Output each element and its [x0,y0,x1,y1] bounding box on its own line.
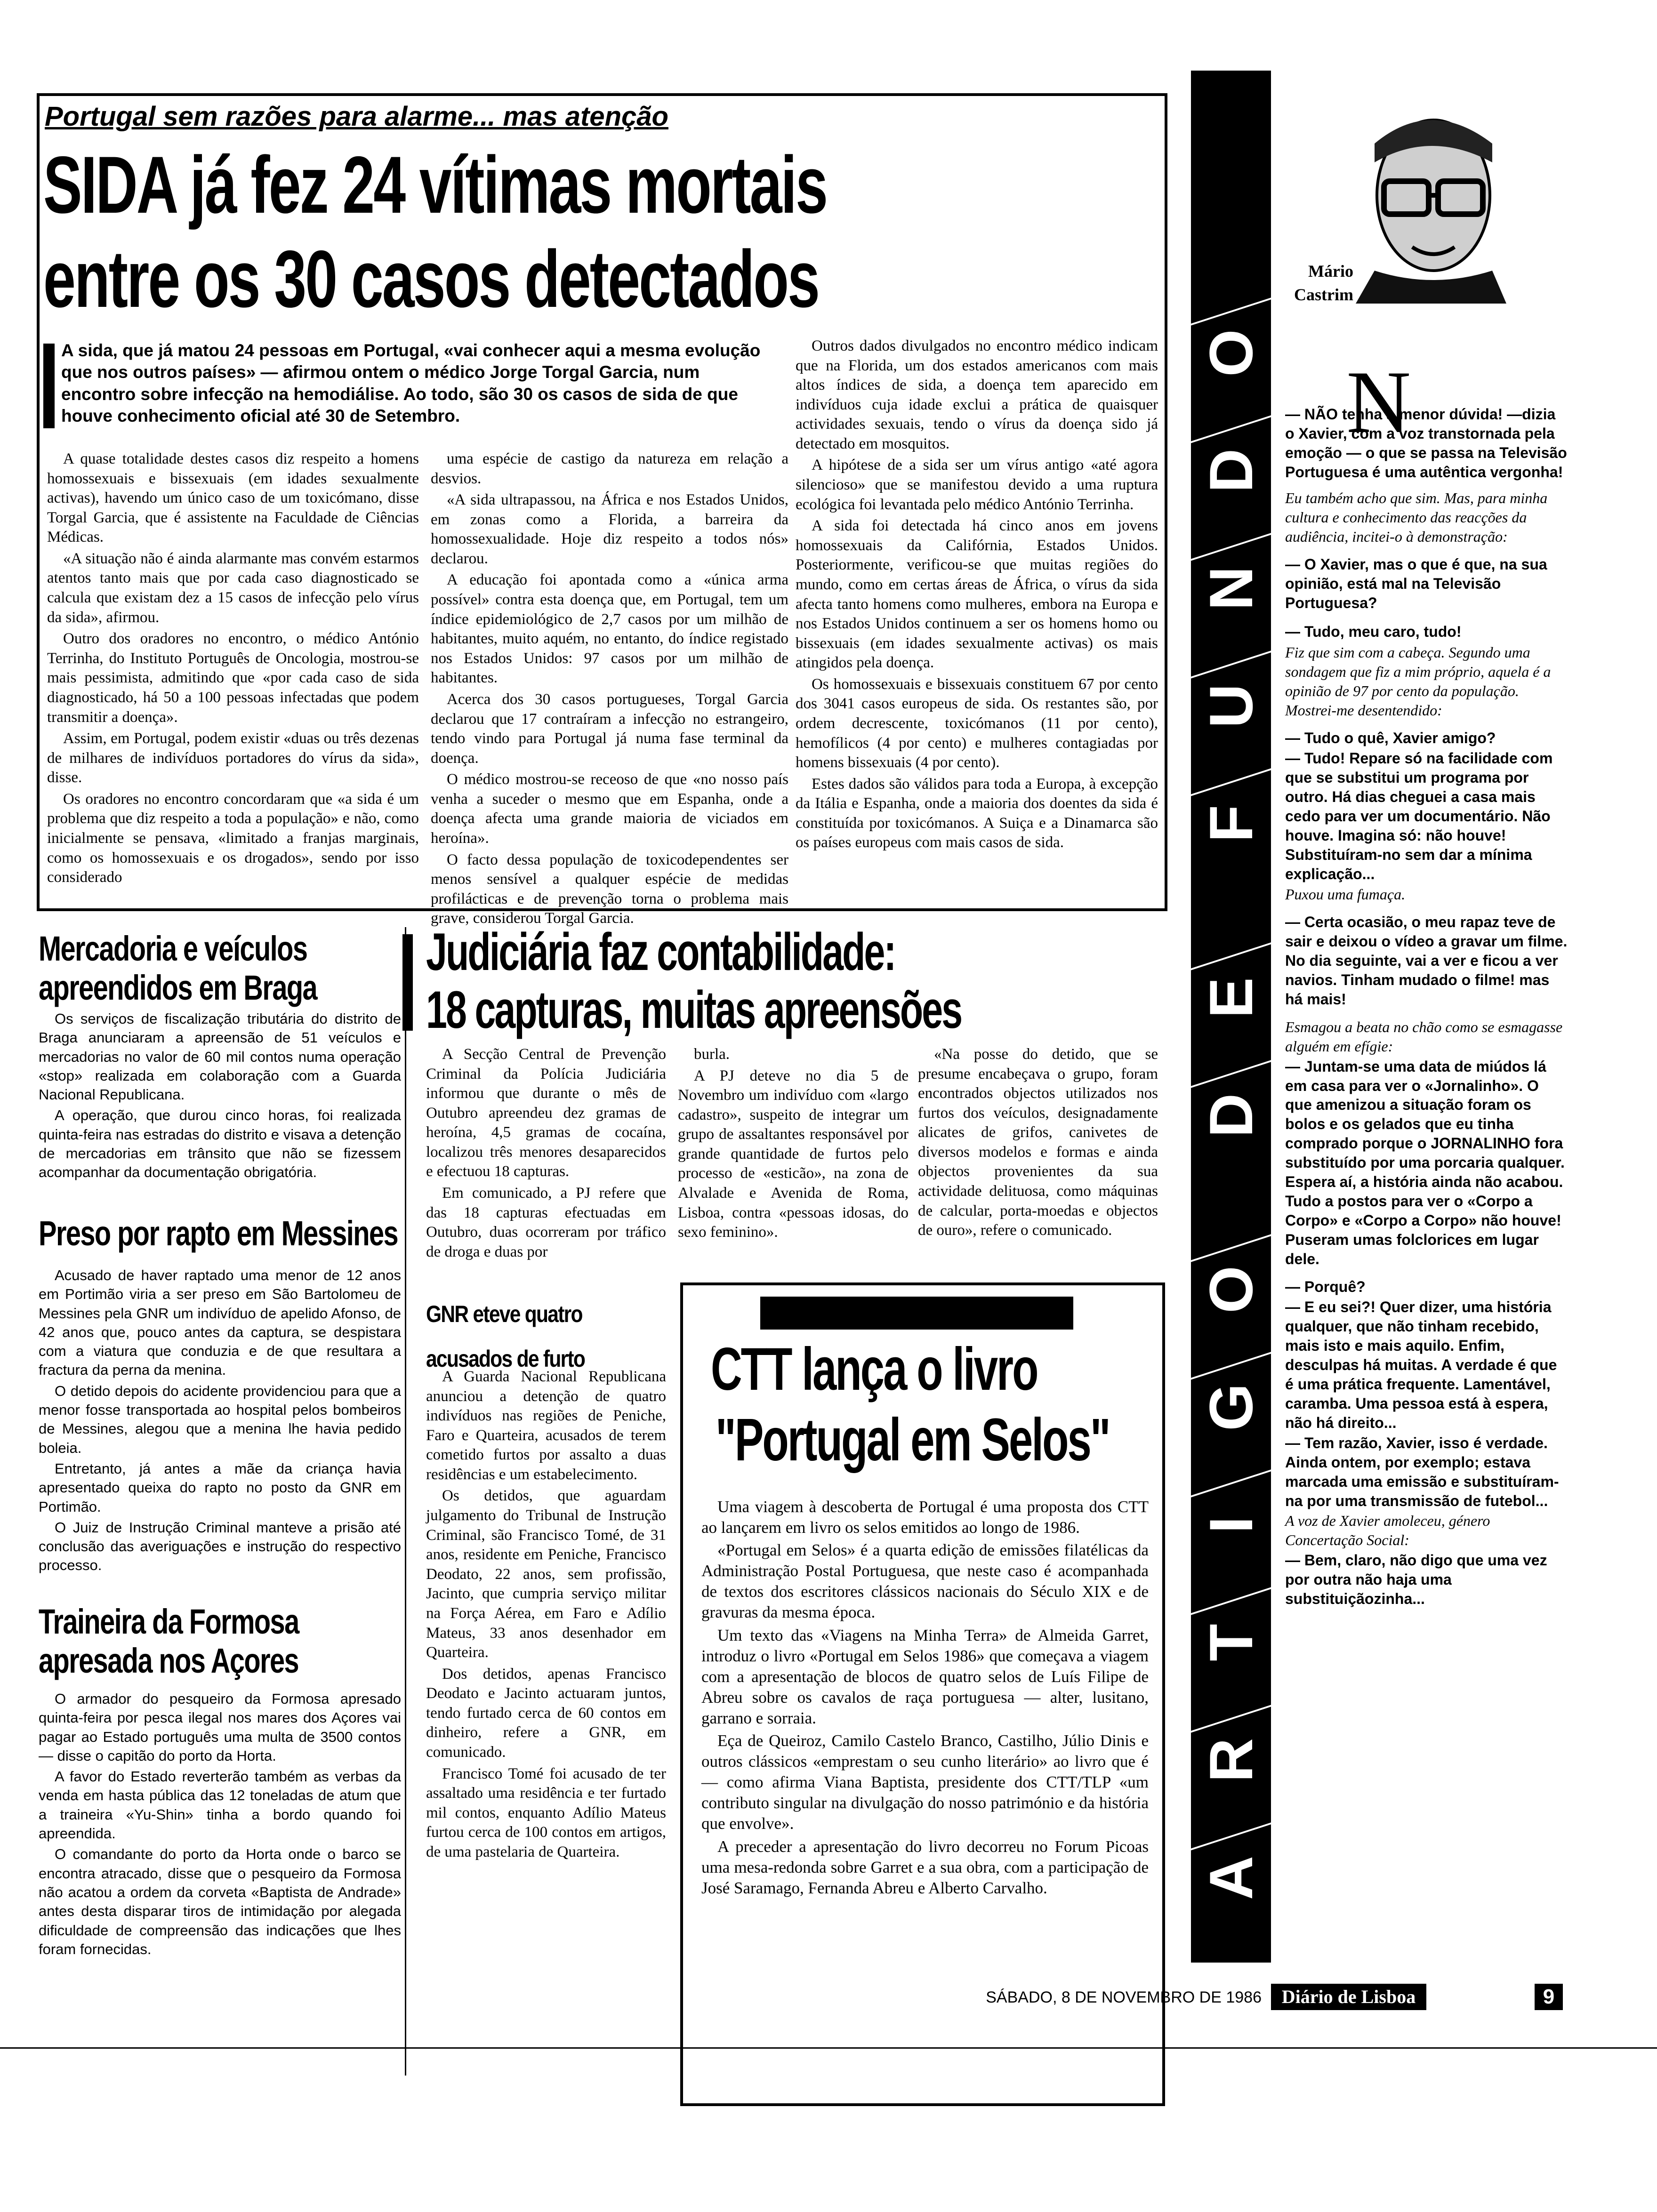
opinion-paragraph: — E eu sei?! Quer dizer, uma história qualquer, que não tinham recebido, mais isto e mais aquilo. Enfim, desculpas há muitas. A verdade é que é uma prática frequente. Lamentável, caramba. Uma pessoa está à espera, não há direito... [1285,1298,1557,1431]
opinion-paragraph: Esmagou a beata no chão como se esmagasse alguém em efígie: [1285,1018,1563,1055]
ctt-paragraph: Uma viagem à descoberta de Portugal é uma proposta dos CTT ao lançarem em livro os selos emitidos ao longo de 1986. [701,1498,1149,1537]
ctt-paragraph: A preceder a apresentação do livro decorreu no Forum Picoas uma mesa-redonda sobre Garret e a sua obra, com a participação de José Saramago, Fernanda Abreu e Alberto Carvalho. [701,1837,1149,1897]
gnr-headline: GNR eteve quatro acusados de furto [426,1301,585,1372]
judiciaria-paragraph: «Na posse do detido, que se presume encabeçava o grupo, foram encontrados objectos utilizados nos furtos dos veículos, designadamente alicates de grifos, canivetes de diversos modelos e formas e ainda objectos provenientes da sua actividade delituosa, como máquinas de calcular, porta-moedas e objectos de ouro», refere o comunicado. [918,1046,1158,1239]
vertical-title-letter: T [1197,1624,1265,1661]
vertical-title-letter: R [1197,1738,1265,1782]
ctt-headline-line-1: CTT lança o livro [711,1336,1038,1403]
story-column-3 [796,337,1158,904]
author-first-name: Mário [1308,262,1353,281]
vertical-title-letter: I [1197,1516,1265,1534]
gnr-paragraph: A Guarda Nacional Republicana anunciou a detenção de quatro indivíduos nas regiões de Peniche, Faro e Quarteira, acusados de terem cometido furtos por assalto a duas residências e um estabelecimento. [426,1368,666,1483]
story-paragraph: Estes dados são válidos para toda a Europa, à excepção da Itália e Espanha, onde a maioria dos doentes da sida é constituída por toxicómanos. A Suiça e a Dinamarca são os países europeus com mais casos de sida. [796,775,1158,851]
judiciaria-headline-line-2: 18 capturas, muitas apreensões [426,980,962,1039]
column-dropcap: N [1346,353,1411,452]
judiciaria-bar [402,934,413,1031]
vertical-title-letter: O [1197,329,1265,377]
vertical-title-letter: D [1197,1093,1265,1138]
gnr-body [426,1367,666,2104]
opinion-paragraph: A voz de Xavier amoleceu, género Concertação Social: [1285,1512,1490,1549]
opinion-paragraph: — NÃO tenha a menor dúvida! —dizia o Xavier, com a voz transtornada pela emoção — o que se passa na Televisão Portuguesa é uma autêntica vergonha! [1285,406,1567,481]
story-lead: A sida, que já matou 24 pessoas em Portugal, «vai conhecer aqui a mesma evolução que nos outros países» — afirmou ontem o médico Jorge Torgal Garcia, num encontro sobre infecção na hemodiálise. Ao todo, são 30 os casos de sida de que houve conhecimento oficial até 30 de Setembro. [61,341,761,425]
messines-paragraph: O Juiz de Instrução Criminal manteve a prisão até conclusão das averiguações e instrução do respectivo processo. [39,1519,401,1574]
vertical-title-letter: G [1197,1383,1265,1431]
messines-paragraph: Acusado de haver raptado uma menor de 12 anos em Portimão viria a ser preso em São Bartolomeu de Messines pela GNR um indivíduo de apelido Afonso, de 42 anos que, pouco antes da captura, se despistara com a viatura que conduzia e de que resultara a fractura da perna da menina. [39,1267,401,1378]
braga-headline: Mercadoria e veículos apreendidos em Braga [39,929,317,1007]
story-paragraph: Outros dados divulgados no encontro médico indicam que na Florida, um dos estados americanos com mais altos índices de sida, a doença tem aparecido em indivíduos cuja idade exclui a prática de quaisquer actividades sexuais, tendo o vírus da doença sido já detectado em mosquitos. [796,337,1158,452]
footer-date: SÁBADO, 8 DE NOVEMBRO DE 1986 [986,1988,1262,2006]
gnr-paragraph: Dos detidos, apenas Francisco Deodato e Jacinto actuaram juntos, tendo furtado cerca de 60 contos em dinheiro, refere a GNR, em comunicado. [426,1665,666,1761]
messines-paragraph: Entretanto, já antes a mãe da criança havia apresentado queixa do rapto no posto da GNR em Portimão. [39,1460,401,1515]
opinion-paragraph: Puxou uma fumaça. [1285,885,1406,903]
story-paragraph: A quase totalidade destes casos diz respeito a homens homossexuais e bissexuais (em idades sexualmente activas), havendo um único caso de um toxicómano, disse Torgal Garcia, que é assistente na Faculdade de Ciências Médicas. [47,450,419,546]
judiciaria-headline-line-1: Judiciária faz contabilidade: [426,922,895,981]
story-paragraph: A sida foi detectada há cinco anos em jovens homossexuais da Califórnia, Estados Unidos. Posteriormente, verificou-se que muitas regiões do mundo, como em certas áreas de África, o vírus da sida afecta tanto homens como mulheres, embora na Europa e nos Estados Unidos continuem a ser os homens homo ou bissexuais (em idades sexualmente activas) os mais atingidos pela doença. [796,517,1158,672]
ctt-paragraph: Um texto das «Viagens na Minha Terra» de Almeida Garret, introduz o livro «Portugal em Selos 1986» que começava a viagem com a apresentação de blocos de quatro selos de Luís Filipe de Abreu sobre os cavalos de raça portuguesa — alter, lusitano, garrano e sorraia. [701,1626,1149,1727]
gnr-paragraph: Os detidos, que aguardam julgamento do Tribunal de Instrução Criminal, são Francisco Tomé, de 31 anos, residente em Peniche, Francisco Deodato, 22 anos, sem profissão, Jacinto, que cumpria serviço militar na Força Aérea, em Faro e Adílio Mateus, 33 anos desenhador em Quarteira. [426,1487,666,1661]
braga-paragraph: A operação, que durou cinco horas, foi realizada quinta-feira nas estradas do distrito e visava a detenção de mercadorias em trânsito que não se fizessem acompanhar da documentação obrigatória. [39,1107,401,1181]
judiciaria-column-3 [918,1045,1158,1280]
messines-body [39,1266,401,1605]
story-paragraph: O facto dessa população de toxicodependentes ser menos sensível a qualquer espécie de medidas profilácticas e de prevenção torna o problema mais grave, considerou Torgal Garcia. [431,851,788,927]
traineira-paragraph: A favor do Estado reverterão também as verbas da venda em hasta pública das 12 toneladas de atum que a traineira «Yu-Shin» tinha a bordo quando foi apreendida. [39,1768,401,1842]
ctt-body [701,1497,1149,2099]
story-headline-line-2: entre os 30 casos detectados [43,234,819,324]
footer-masthead: Diário de Lisboa [1271,1984,1426,2010]
traineira-headline: Traineira da Formosa apresada nos Açores [39,1602,299,1680]
story-paragraph: A educação foi apontada como a «única arma possível» contra esta doença que, em Portugal, tem um índice epidemiológico de 2,7 casos por um milhão de habitantes, muito aquém, no entanto, do índice registado nos Estados Unidos: 97 casos por um milhão de habitantes. [431,571,788,687]
left-column-divider [405,927,406,2076]
vertical-title-letter: D [1197,449,1265,493]
traineira-paragraph: O comandante do porto da Horta onde o barco se encontra atracado, disse que o pesqueiro da Formosa não acatou a ordem da corveta «Baptista de Andrade» antes desta disparar tiros de intimidação por alegada dificuldade de compreensão das indicações que lhes foram fornecidas. [39,1846,401,1957]
story-column-2 [431,449,788,927]
vertical-title-letter: O [1197,1266,1265,1314]
vertical-title-letter: A [1197,1856,1265,1900]
story-column-1 [47,449,419,904]
judiciaria-column-2 [678,1045,909,1280]
braga-body [39,1010,401,1207]
braga-paragraph: Os serviços de fiscalização tributária do distrito de Braga anunciaram a apreensão de 51 veículos e mercadorias no valor de 60 mil contos numa operação «stop» realizada em colaboração com a Guarda Nacional Republicana. [39,1010,401,1103]
opinion-paragraph: — Tem razão, Xavier, isso é verdade. Ainda ontem, por exemplo; estava marcada uma emissão e substituíram-na por uma transmissão de futebol... [1285,1434,1559,1509]
opinion-paragraph: — Tudo! Repare só na facilidade com que se substitui um programa por outro. Há dias cheguei a casa mais cedo para ver um documentário. Não houve. Imagina só: não houve! Substituíram-no sem dar a mínima explicação... [1285,750,1553,882]
opinion-paragraph: Eu também acho que sim. Mas, para minha cultura e conhecimento das reacções da audiência, incitei-o à demonstração: [1285,489,1548,545]
author-last-name: Castrim [1294,285,1353,304]
ctt-paragraph: «Portugal em Selos» é a quarta edição de emissões filatélicas da Administração Postal Portuguesa, que neste caso é acompanhada de textos dos escritores clássicos nacionais do Século XIX e de gravuras da mesma época. [701,1541,1149,1622]
opinion-paragraph: — O Xavier, mas o que é que, na sua opinião, está mal na Televisão Portuguesa? [1285,555,1547,611]
opinion-paragraph: — Bem, claro, não digo que uma vez por outra não haja uma substituiçãozinha... [1285,1552,1547,1608]
opinion-body [1285,405,1568,1958]
messines-headline: Preso por rapto em Messines [39,1214,398,1253]
story-paragraph: Acerca dos 30 casos portugueses, Torgal Garcia declarou que 17 contraíram a infecção no estrangeiro, tendo vindo para Portugal já numa fase terminal da doença. [431,690,788,767]
judiciaria-paragraph: A Secção Central de Prevenção Criminal da Polícia Judiciária informou que durante o mês de Outubro apreendeu dez gramas de heroína, 4,5 gramas de cocaína, localizou três menores desaparecidos e efectuou 18 capturas. [426,1046,666,1180]
footer-rule [0,2047,1657,2049]
traineira-paragraph: O armador do pesqueiro da Formosa apresado quinta-feira por pesca ilegal nos mares dos Açores vai pagar ao Estado português uma multa de 3500 contos — disse o capitão do porto da Horta. [39,1691,401,1764]
story-paragraph: Outro dos oradores no encontro, o médico António Terrinha, do Instituto Português de Oncologia, mostrou-se mais pessimista, admitindo que «por cada caso de sida diagnosticado, há 50 a 100 pessoas infectadas que podem transmitir a doença». [47,630,419,726]
vertical-title-letter: N [1197,566,1265,610]
story-paragraph: Assim, em Portugal, podem existir «duas ou três dezenas de milhares de indivíduos portadores do vírus da sida», disse. [47,730,419,786]
artigo-de-fundo-strip [1191,71,1271,1963]
vertical-title-letter: E [1197,977,1265,1018]
messines-paragraph: O detido depois do acidente providenciou para que a menor fosse transportada ao hospital pelos bombeiros de Messines, alegou que a menina lhe havia pedido boleia. [39,1382,401,1456]
traineira-body [39,1690,401,2104]
story-kicker: Portugal sem razões para alarme... mas atenção [45,101,668,132]
ctt-top-bar [760,1297,1073,1330]
opinion-paragraph: — Porquê? [1285,1278,1366,1296]
vertical-title-letter: U [1197,684,1265,728]
lead-bar [43,344,55,428]
story-paragraph: O médico mostrou-se receoso de que «no nosso país venha a suceder o mesmo que em Espanha, onde a doença afecta uma grande maioria de viciados em heroína». [431,771,788,847]
vertical-title [1191,71,1271,1963]
opinion-paragraph: — Tudo, meu caro, tudo! [1285,623,1462,640]
footer-page-number: 9 [1535,1984,1563,2010]
gnr-paragraph: Francisco Tomé foi acusado de ter assaltado uma residência e ter furtado mil contos, enquanto Adílio Mateus furtou cerca de 100 contos em artigos, de uma pastelaria de Quarteira. [426,1765,666,1860]
story-paragraph: uma espécie de castigo da natureza em relação a desvios. [431,450,788,487]
ctt-paragraph: Eça de Queiroz, Camilo Castelo Branco, Castilho, Júlio Dinis e outros clássicos «emprestam o seu cunho literário» ao livro que é — como afirma Viana Baptista, presidente dos CTT/TLP «um contributo singular na divulgação do nosso património e da história que envolve». [701,1731,1149,1833]
story-paragraph: Os homossexuais e bissexuais constituem 67 por cento dos 3041 casos europeus de sida. Os restantes são, por ordem decrescente, toxicómanos (11 por cento), hemofílicos (4 por cento) e mulheres contagiadas por homens bissexuais (4 por cento). [796,675,1158,771]
story-paragraph: «A sida ultrapassou, na África e nos Estados Unidos, em zonas como a Florida, a barreira da homossexualidade. Hoje diz respeito a todos nós» declarou. [431,491,788,567]
judiciaria-paragraph: Em comunicado, a PJ refere que das 18 capturas efectuadas em Outubro, duas ocorreram por tráfico de droga e duas por [426,1185,666,1260]
author-photo [1356,87,1506,304]
vertical-title-letter: F [1197,805,1265,842]
opinion-paragraph: — Tudo o quê, Xavier amigo? [1285,729,1496,747]
ctt-headline-line-2: "Portugal em Selos" [716,1406,1110,1474]
story-paragraph: A hipótese de a sida ser um vírus antigo «até agora silencioso» que se manifestou devido a uma ruptura ecológica foi levantada pelo médico António Terrinha. [796,457,1158,513]
story-headline-line-1: SIDA já fez 24 vítimas mortais [43,140,827,230]
story-paragraph: Os oradores no encontro concordaram que «a sida é um problema que diz respeito a toda a população» e não, como inicialmente se pensava, «limitado a franjas marginais, como os homossexuais e os drogados», sendo por isso considerado [47,790,419,886]
opinion-paragraph: — Certa ocasião, o meu rapaz teve de sair e deixou o vídeo a gravar um filme. No dia seguinte, vai a ver e ficou a ver navios. Tinham mudado o filme! mas há mais! [1285,913,1568,1008]
judiciaria-paragraph: A PJ deteve no dia 5 de Novembro um indivíduo com «largo cadastro», suspeito de integrar um grupo de assaltantes responsável por grande quantidade de furtos pelo processo de «esticão», na zona de Alvalade e Avenida de Roma, Lisboa, contra «pessoas idosas, do sexo feminino». [678,1067,909,1241]
judiciaria-paragraph: burla. [694,1046,730,1063]
judiciaria-column-1 [426,1045,666,1280]
author-portrait-icon [1356,87,1506,304]
opinion-paragraph: — Juntam-se uma data de miúdos lá em casa para ver o «Jornalinho». O que amenizou a situação foram os bolos e os gelados que eu tinha comprado porque o JORNALINHO fora substituído por uma porcaria qualquer. Espera aí, a história ainda não acabou. Tudo a postos para ver o «Corpo a Corpo» e «Corpo a Corpo» não houve! Puseram umas folclorices em lugar dele. [1285,1058,1565,1268]
opinion-paragraph: Fiz que sim com a cabeça. Segundo uma sondagem que fiz a mim próprio, aquela é a opinião de 97 por cento da população. Mostrei-me desentendido: [1285,644,1551,719]
story-paragraph: «A situação não é ainda alarmante mas convém estarmos atentos tanto mais que por cada caso diagnosticado se calcula que existam dez a 15 casos de infecção pelo vírus da sida», afirmou. [47,550,419,626]
